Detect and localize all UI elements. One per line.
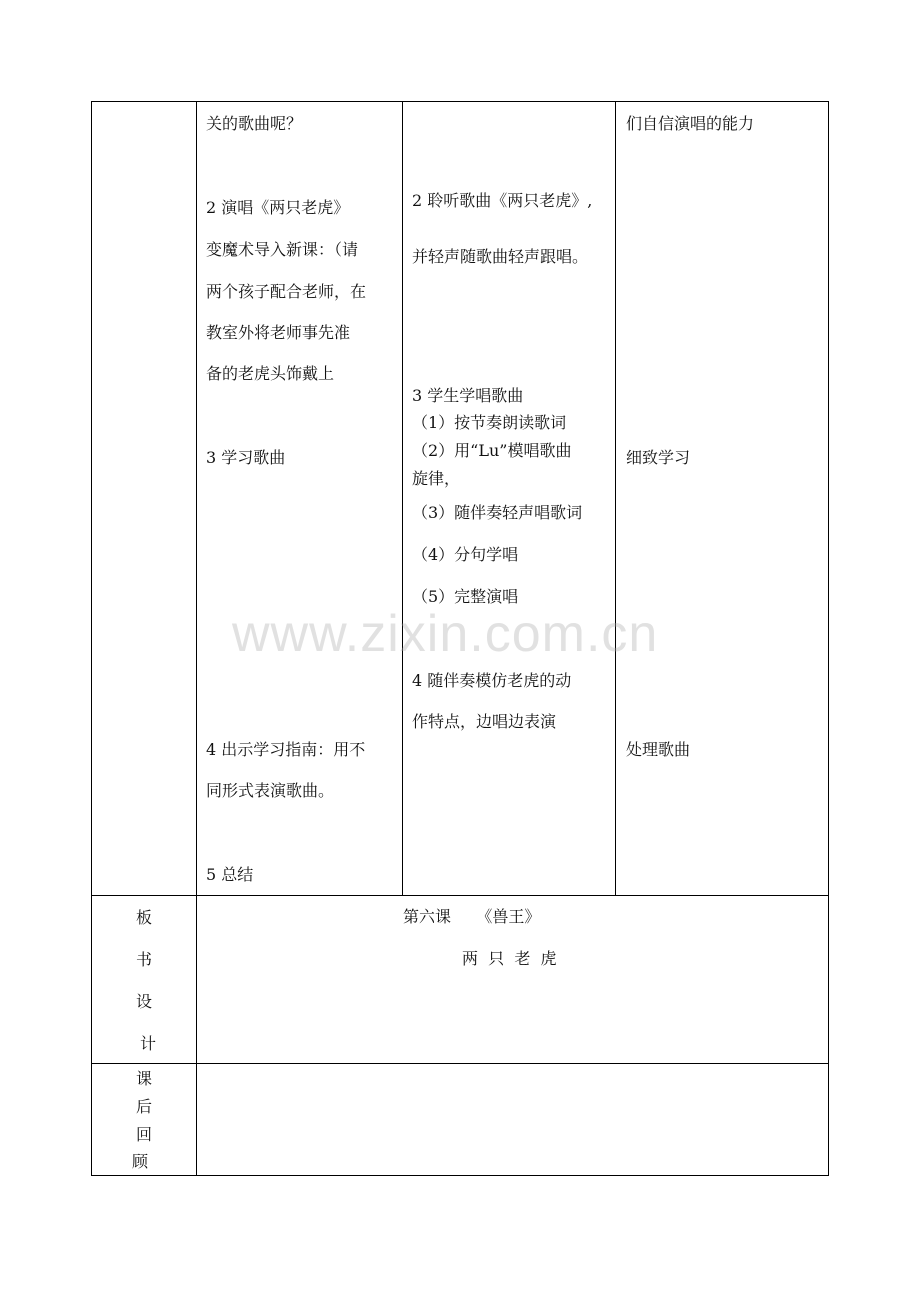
student-text: 旋律， xyxy=(412,469,461,488)
teacher-text: 4 出示学习指南：用不 xyxy=(206,740,366,759)
student-text: 2 聆听歌曲《两只老虎》, xyxy=(412,191,593,210)
teacher-text: 关的歌曲呢？ xyxy=(206,114,303,133)
table-top-border xyxy=(91,101,829,102)
board-label-char: 书 xyxy=(135,950,152,969)
board-label-char: 设 xyxy=(135,992,152,1011)
col2-left-border xyxy=(402,101,403,896)
purpose-text: 们自信演唱的能力 xyxy=(626,114,755,133)
col3-left-border xyxy=(615,101,616,896)
student-text: 作特点，边唱边表演 xyxy=(412,712,557,731)
student-text: 3 学生学唱歌曲 xyxy=(412,386,524,405)
review-label-char: 后 xyxy=(135,1097,152,1116)
student-text: （3）随伴奏轻声唱歌词 xyxy=(412,503,583,522)
review-label-char: 回 xyxy=(135,1125,152,1144)
teacher-text: 变魔术导入新课：（请 xyxy=(206,240,359,259)
board-song-title: 两 只 老 虎 xyxy=(462,949,557,968)
teacher-text: 教室外将老师事先准 xyxy=(206,323,351,342)
board-label-char: 计 xyxy=(139,1034,156,1053)
board-row-top-border xyxy=(91,895,829,896)
student-text: 4 随伴奏模仿老虎的动 xyxy=(412,671,572,690)
table-right-border xyxy=(828,101,829,1176)
student-text: （2）用“Lu”模唱歌曲 xyxy=(412,441,572,460)
review-label-char: 顾 xyxy=(131,1152,148,1171)
student-text: 并轻声随歌曲轻声跟唱。 xyxy=(412,247,589,266)
review-label-char: 课 xyxy=(135,1069,152,1088)
board-lesson-title: 第六课 《兽王》 xyxy=(403,907,541,926)
table-bottom-border xyxy=(91,1175,829,1176)
board-label-char: 板 xyxy=(135,908,152,927)
teacher-text: 5 总结 xyxy=(206,865,254,884)
col1-left-border xyxy=(196,101,197,1176)
student-text: （5）完整演唱 xyxy=(412,587,519,606)
watermark: www.zixin.com.cn xyxy=(232,605,659,663)
table-left-border xyxy=(91,101,92,1176)
teacher-text: 3 学习歌曲 xyxy=(206,448,286,467)
student-text: （4）分句学唱 xyxy=(412,545,519,564)
student-text: （1）按节奏朗读歌词 xyxy=(412,413,567,432)
teacher-text: 两个孩子配合老师，在 xyxy=(206,282,367,301)
purpose-text: 细致学习 xyxy=(626,448,691,467)
purpose-text: 处理歌曲 xyxy=(626,740,691,759)
teacher-text: 备的老虎头饰戴上 xyxy=(206,364,335,383)
review-row-top-border xyxy=(91,1063,829,1064)
teacher-text: 同形式表演歌曲。 xyxy=(206,781,335,800)
teacher-text: 2 演唱《两只老虎》 xyxy=(206,198,350,217)
